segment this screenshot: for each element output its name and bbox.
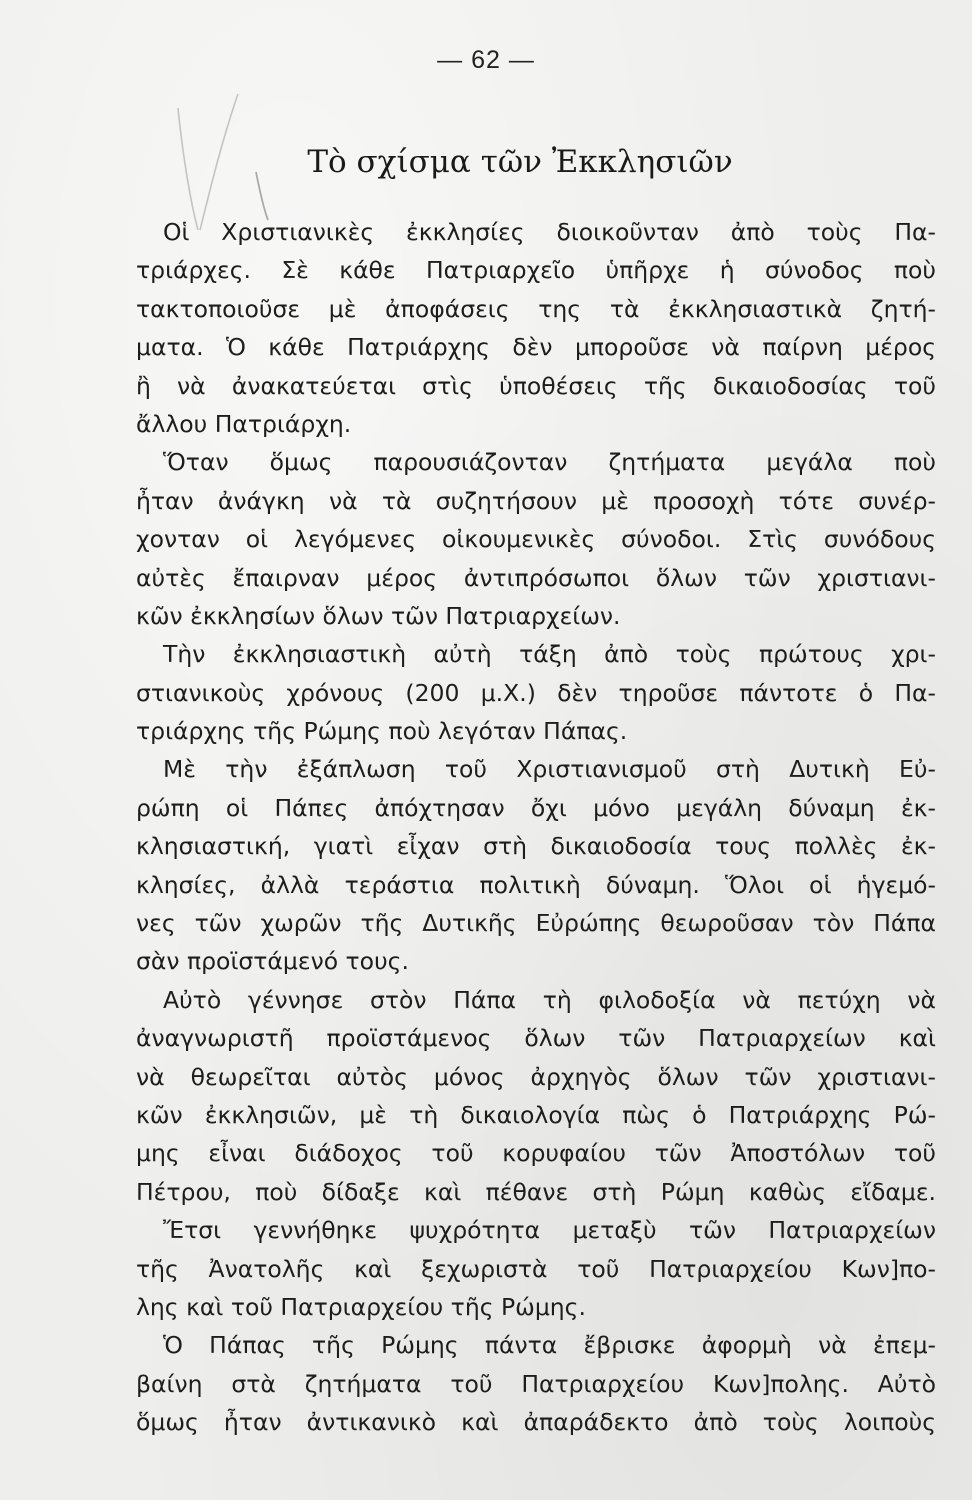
text-line: Μὲ τὴν ἐξάπλωση τοῦ Χριστιανισμοῦ στὴ Δυτικὴ Εὐ- bbox=[163, 755, 936, 784]
text-line: ἦταν ἀνάγκη νὰ τὰ συζητήσουν μὲ προσοχὴ τότε συνέρ- bbox=[136, 486, 936, 515]
text-line: μης εἶναι διάδοχος τοῦ κορυφαίου τῶν Ἀποστόλων τοῦ bbox=[136, 1139, 936, 1168]
text-line: βαίνη στὰ ζητήματα τοῦ Πατριαρχείου Κων]πολης. Αὐτὸ bbox=[136, 1369, 936, 1398]
text-line: ρώπη οἱ Πάπες ἀπόχτησαν ὄχι μόνο μεγάλη δύναμη ἐκ- bbox=[136, 793, 936, 822]
text-line: νὰ θεωρεῖται αὐτὸς μόνος ἀρχηγὸς ὅλων τῶν χριστιανι- bbox=[136, 1062, 936, 1091]
text-line: κλησιαστική, γιατὶ εἶχαν στὴ δικαιοδοσία τους πολλὲς ἐκ- bbox=[136, 832, 936, 861]
body-text bbox=[136, 213, 936, 1442]
text-line: λης καὶ τοῦ Πατριαρχείου τῆς Ρώμης. bbox=[136, 1292, 586, 1321]
text-line: Τὴν ἐκκλησιαστικὴ αὐτὴ τάξη ἀπὸ τοὺς πρώτους χρι- bbox=[163, 640, 936, 669]
text-line: Αὐτὸ γέννησε στὸν Πάπα τὴ φιλοδοξία νὰ πετύχη νὰ bbox=[163, 985, 936, 1014]
text-line: Πέτρου, ποὺ δίδαξε καὶ πέθανε στὴ Ρώμη καθὼς εἴδαμε. bbox=[136, 1177, 936, 1206]
text-line: σὰν προϊστάμενό τους. bbox=[136, 947, 409, 976]
text-line: τακτοποιοῦσε μὲ ἀποφάσεις της τὰ ἐκκλησιαστικὰ ζητή- bbox=[136, 294, 936, 323]
chapter-title: Τὸ σχίσμα τῶν Ἐκκλησιῶν bbox=[307, 144, 733, 180]
text-line: χονταν οἱ λεγόμενες οἰκουμενικὲς σύνοδοι. Στὶς συνόδους bbox=[136, 525, 936, 554]
text-line: νες τῶν χωρῶν τῆς Δυτικῆς Εὐρώπης θεωροῦσαν τὸν Πάπα bbox=[136, 909, 936, 938]
page-number: — 62 — bbox=[437, 46, 535, 74]
text-line: τριάρχες. Σὲ κάθε Πατριαρχεῖο ὑπῆρχε ἡ σύνοδος ποὺ bbox=[136, 256, 936, 285]
text-line: κῶν ἐκκλησίων ὅλων τῶν Πατριαρχείων. bbox=[136, 601, 621, 630]
text-line: τῆς Ἀνατολῆς καὶ ξεχωριστὰ τοῦ Πατριαρχείου Κων]πο- bbox=[136, 1254, 936, 1283]
text-line: Ὁ Πάπας τῆς Ρώμης πάντα ἔβρισκε ἀφορμὴ νὰ ἐπεμ- bbox=[163, 1331, 936, 1360]
text-line: τριάρχης τῆς Ρώμης ποὺ λεγόταν Πάπας. bbox=[136, 717, 628, 746]
text-line: ἢ νὰ ἀνακατεύεται στὶς ὑποθέσεις τῆς δικαιοδοσίας τοῦ bbox=[136, 371, 936, 400]
text-line: κῶν ἐκκλησιῶν, μὲ τὴ δικαιολογία πὼς ὁ Πατριάρχης Ρώ- bbox=[136, 1100, 936, 1129]
text-line: στιανικοὺς χρόνους (200 μ.Χ.) δὲν τηροῦσε πάντοτε ὁ Πα- bbox=[136, 678, 936, 707]
text-line: αὐτὲς ἔπαιρναν μέρος ἀντιπρόσωποι ὅλων τῶν χριστιανι- bbox=[136, 563, 936, 592]
text-line: ὅμως ἦταν ἀντικανικὸ καὶ ἀπαράδεκτο ἀπὸ τοὺς λοιποὺς bbox=[136, 1408, 936, 1437]
text-line: ματα. Ὁ κάθε Πατριάρχης δὲν μποροῦσε νὰ παίρνη μέρος bbox=[136, 333, 936, 362]
text-line: ἄλλου Πατριάρχη. bbox=[136, 409, 352, 438]
text-line: Ὅταν ὅμως παρουσιάζονταν ζητήματα μεγάλα ποὺ bbox=[163, 448, 936, 477]
text-line: ἀναγνωριστῆ προϊστάμενος ὅλων τῶν Πατριαρχείων καὶ bbox=[136, 1024, 936, 1053]
text-line: κλησίες, ἀλλὰ τεράστια πολιτικὴ δύναμη. Ὅλοι οἱ ἡγεμό- bbox=[136, 870, 936, 899]
text-line: Οἱ Χριστιανικὲς ἐκκλησίες διοικοῦνταν ἀπὸ τοὺς Πα- bbox=[163, 218, 936, 246]
text-line: Ἔτσι γεννήθηκε ψυχρότητα μεταξὺ τῶν Πατριαρχείων bbox=[163, 1216, 936, 1245]
